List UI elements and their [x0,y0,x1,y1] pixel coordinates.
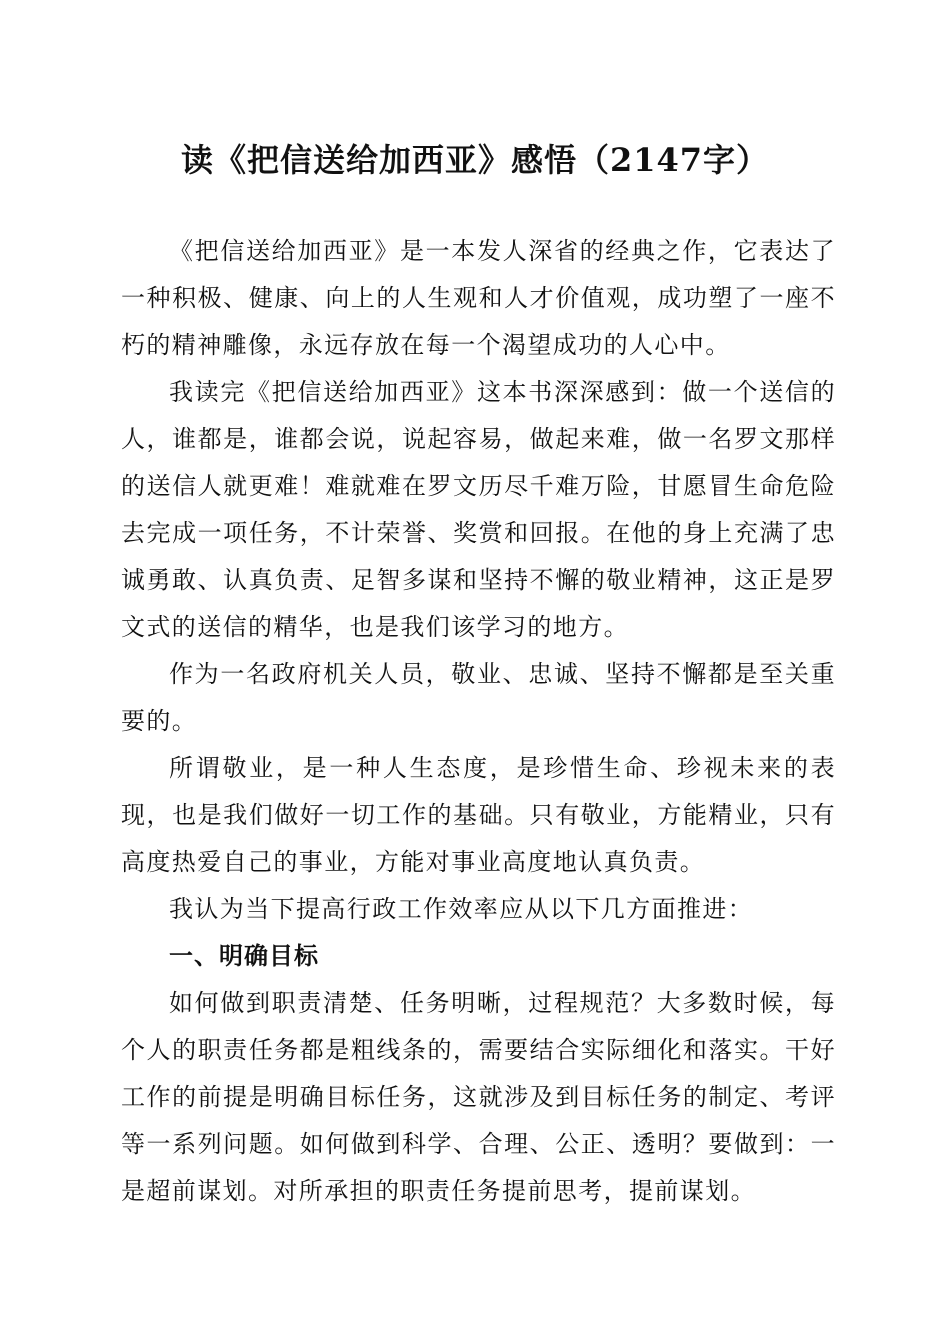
section-heading: 一、明确目标 [169,942,319,970]
document-title: 读《把信送给加西亚》感悟（2147字） [180,141,770,179]
paragraph-dedication: 所谓敬业，是一种人生态度，是珍惜生命、珍视未来的表现，也是我们做好一切工作的基础。只有敬业，方能精业，只有高度热爱自己的事业，方能对事业高度地认真负责。 [121,754,836,876]
paragraph-civil-servant: 作为一名政府机关人员，敬业、忠诚、坚持不懈都是至关重要的。 [121,660,836,735]
paragraph-clear-goals: 如何做到职责清楚、任务明晰，过程规范？大多数时候，每个人的职责任务都是粗线条的，需要结合实际细化和落实。干好工作的前提是明确目标任务，这就涉及到目标任务的制定、考评等一系列问题。如何做到科学、合理、公正、透明？要做到：一是超前谋划。对所承担的职责任务提前思考，提前谋划。 [121,989,836,1205]
paragraph-reading-reflection: 我读完《把信送给加西亚》这本书深深感到：做一个送信的人，谁都是，谁都会说，说起容易，做起来难，做一名罗文那样的送信人就更难！难就难在罗文历尽千难万险，甘愿冒生命危险去完成一项任务，不计荣誉、奖赏和回报。在他的身上充满了忠诚勇敢、认真负责、足智多谋和坚持不懈的敬业精神，这正是罗文式的送信的精华，也是我们该学习的地方。 [121,378,836,641]
document-body [121,228,836,1215]
paragraph-efficiency-intro: 我认为当下提高行政工作效率应从以下几方面推进： [169,895,754,923]
paragraph-intro: 《把信送给加西亚》是一本发人深省的经典之作，它表达了一种积极、健康、向上的人生观和人才价值观，成功塑了一座不朽的精神雕像，永远存放在每一个渴望成功的人心中。 [121,237,836,359]
